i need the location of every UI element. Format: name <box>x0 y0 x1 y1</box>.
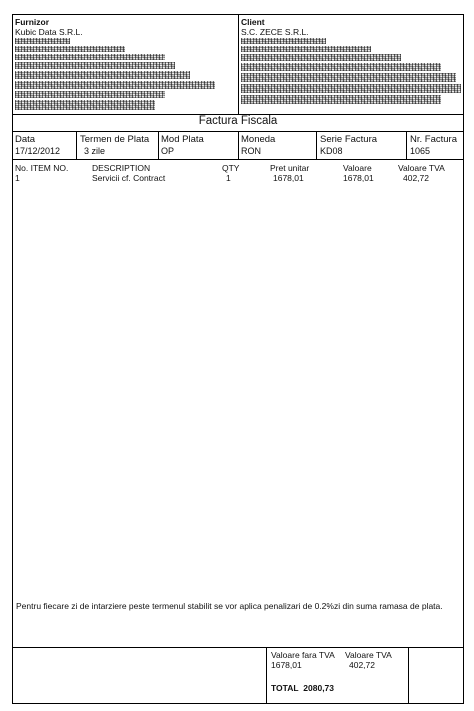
supplier-redacted-line <box>15 62 175 69</box>
supplier-name: Kubic Data S.R.L. <box>15 27 83 37</box>
supplier-redacted-line <box>15 91 165 98</box>
grand-total-label: TOTAL <box>271 683 299 693</box>
supplier-redacted-line <box>15 71 190 79</box>
grand-total <box>271 683 334 693</box>
client-redacted-line <box>241 46 371 52</box>
item-row-no: 1 <box>15 173 20 183</box>
supplier-redacted-line <box>15 100 155 110</box>
item-row-description: Servicii cf. Contract <box>92 173 166 183</box>
term-value: 3 zile <box>84 146 106 156</box>
col-header-no: No. ITEM NO. <box>15 163 69 173</box>
supplier-title: Furnizor <box>15 17 49 27</box>
item-row-qty: 1 <box>226 173 231 183</box>
client-redacted-line <box>241 54 401 61</box>
header-divider-3 <box>238 131 239 159</box>
col-header-vat: Valoare TVA <box>398 163 445 173</box>
col-header-unit-price: Pret unitar <box>270 163 310 173</box>
currency-label: Moneda <box>241 134 276 145</box>
client-redacted-line <box>241 95 441 104</box>
header-divider-4 <box>316 131 317 159</box>
supplier-redacted-line <box>15 81 215 89</box>
payment-penalty-note: Pentru fiecare zi de intarziere peste termenul stabilit se vor aplica penalizari de 0.2%zi din suma ramasa de plata. <box>16 601 443 611</box>
header-divider-2 <box>158 131 159 159</box>
client-name: S.C. ZECE S.R.L. <box>241 27 309 37</box>
payment-mode-value: OP <box>161 146 175 156</box>
supplier-redacted-line <box>15 46 125 52</box>
net-total-value: 1678,01 <box>271 660 302 670</box>
col-header-description: DESCRIPTION <box>92 163 151 173</box>
date-label: Data <box>15 134 36 145</box>
col-header-value: Valoare <box>343 163 372 173</box>
currency-value: RON <box>241 146 261 156</box>
item-row-vat: 402,72 <box>403 173 429 183</box>
header-divider-1 <box>76 131 77 159</box>
item-row-value: 1678,01 <box>343 173 374 183</box>
col-header-qty: QTY <box>222 163 240 173</box>
party-divider <box>238 14 239 114</box>
client-redacted-line <box>241 73 456 82</box>
header-divider-5 <box>406 131 407 159</box>
payment-mode-label: Mod Plata <box>161 134 204 145</box>
totals-left-divider <box>266 647 267 704</box>
client-redacted-line <box>241 63 441 71</box>
footer-top-line <box>12 647 464 648</box>
term-label: Termen de Plata <box>80 134 150 145</box>
invoice-number-label: Nr. Factura <box>410 134 457 145</box>
date-value: 17/12/2012 <box>15 146 61 156</box>
supplier-redacted-line <box>15 54 165 60</box>
item-row-unit-price: 1678,01 <box>273 173 304 183</box>
invoice-number-value: 1065 <box>410 146 431 156</box>
series-label: Serie Factura <box>320 134 378 145</box>
totals-right-divider <box>408 647 409 704</box>
client-redacted-line <box>241 84 461 93</box>
vat-total-value: 402,72 <box>349 660 375 670</box>
client-title: Client <box>241 17 265 27</box>
grand-total-value: 2080,73 <box>303 683 335 693</box>
header-bottom-line <box>12 159 464 160</box>
client-redacted-line <box>241 38 326 44</box>
net-total-label: Valoare fara TVA <box>271 650 335 660</box>
invoice-title: Factura Fiscala <box>198 115 278 127</box>
vat-total-label: Valoare TVA <box>345 650 392 660</box>
supplier-redacted-line <box>15 38 70 44</box>
series-value: KD08 <box>320 146 343 156</box>
